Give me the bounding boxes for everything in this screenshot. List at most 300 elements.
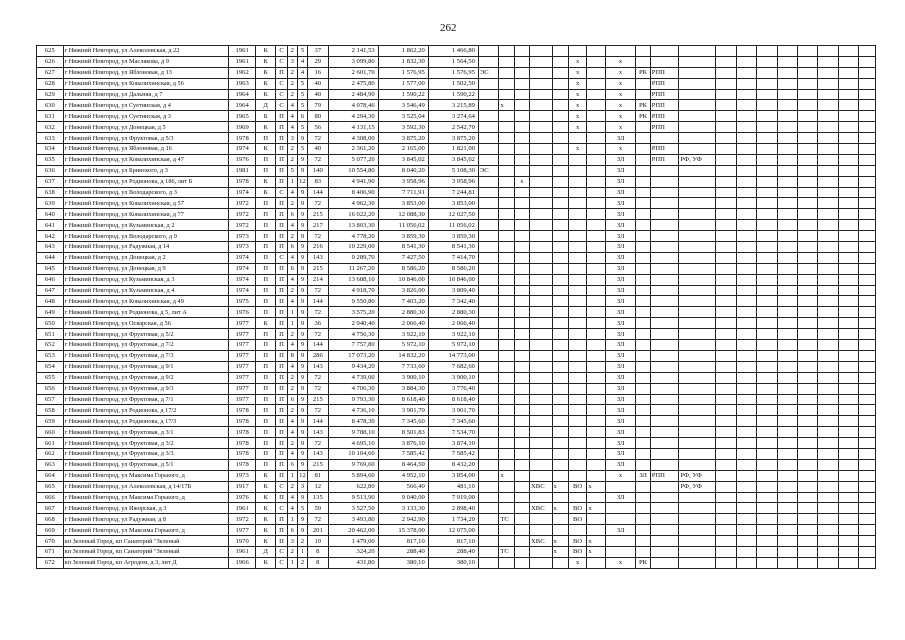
table-cell: 3 875,20 [428, 133, 478, 144]
table-cell [859, 187, 876, 198]
table-cell: 5 [297, 46, 307, 57]
table-cell: 29 [308, 56, 328, 67]
table-row [37, 514, 876, 525]
table-cell [777, 525, 797, 536]
table-cell [568, 525, 586, 536]
table-cell: С [276, 546, 287, 557]
table-cell [499, 481, 514, 492]
table-cell [777, 220, 797, 231]
table-cell [650, 285, 679, 296]
table-cell [605, 514, 636, 525]
table-cell [478, 89, 498, 100]
table-cell [859, 470, 876, 481]
row-number-cell: 669 [37, 525, 64, 536]
table-cell [757, 427, 777, 438]
table-cell: 5 972,10 [378, 340, 428, 351]
table-cell: 9 [297, 242, 307, 253]
table-cell [478, 470, 498, 481]
address-cell: г Нижний Новгород, ул Володарского, д 9 [63, 231, 229, 242]
table-cell: К [255, 536, 275, 547]
table-cell [818, 416, 838, 427]
address-cell: кп Зеленый Город, кп Санаторий "Зеленый [63, 546, 229, 557]
address-cell: г Нижний Новгород, ул Алексеевская, д 22 [63, 46, 229, 57]
table-cell [552, 56, 568, 67]
table-cell [605, 536, 636, 547]
table-cell: 2 601,70 [328, 67, 378, 78]
table-cell [838, 133, 858, 144]
table-cell [716, 46, 736, 57]
table-cell [736, 340, 756, 351]
table-cell [636, 525, 650, 536]
table-cell [587, 231, 605, 242]
table-cell [716, 459, 736, 470]
table-cell [716, 340, 736, 351]
table-cell [478, 448, 498, 459]
table-cell [650, 187, 679, 198]
table-cell [587, 361, 605, 372]
table-cell [568, 383, 586, 394]
table-cell: 4 [287, 492, 297, 503]
table-cell: 17 073,20 [328, 350, 378, 361]
table-cell [798, 492, 818, 503]
address-cell: г Нижний Новгород, ул Ковалихинская, д 77 [63, 209, 229, 220]
table-cell: 1 [287, 176, 297, 187]
table-cell [818, 470, 838, 481]
table-cell: х [568, 144, 586, 155]
table-cell: Б [255, 111, 275, 122]
table-cell [499, 285, 514, 296]
table-cell [530, 100, 553, 111]
table-cell [530, 46, 553, 57]
table-cell [514, 350, 529, 361]
table-cell: 8 618,40 [378, 394, 428, 405]
table-cell [636, 144, 650, 155]
table-cell [757, 56, 777, 67]
table-cell [757, 329, 777, 340]
table-cell [530, 252, 553, 263]
table-cell [636, 252, 650, 263]
table-cell [777, 427, 797, 438]
table-cell [859, 111, 876, 122]
table-cell: 1 479,00 [328, 536, 378, 547]
table-cell [650, 492, 679, 503]
address-cell: кп Зеленый Город, кп Агродом, д 3, лит Д [63, 557, 229, 568]
table-cell [818, 427, 838, 438]
table-cell [716, 546, 736, 557]
table-cell [859, 46, 876, 57]
table-cell: П [276, 361, 287, 372]
table-cell [798, 514, 818, 525]
table-cell: 1961 [229, 546, 256, 557]
table-row [37, 438, 876, 449]
table-cell [679, 133, 716, 144]
table-cell [514, 56, 529, 67]
table-cell [798, 176, 818, 187]
table-cell: 1961 [229, 56, 256, 67]
table-cell [757, 285, 777, 296]
table-cell [587, 307, 605, 318]
table-cell [530, 285, 553, 296]
table-cell [636, 416, 650, 427]
table-cell [636, 448, 650, 459]
table-cell [736, 557, 756, 568]
table-cell [757, 144, 777, 155]
table-cell [777, 296, 797, 307]
table-cell: 2 [287, 89, 297, 100]
table-cell: 10 104,60 [328, 448, 378, 459]
table-cell [838, 318, 858, 329]
table-cell [605, 481, 636, 492]
table-cell [798, 470, 818, 481]
row-number-cell: 660 [37, 427, 64, 438]
table-cell [552, 209, 568, 220]
table-cell [838, 144, 858, 155]
table-cell: х [605, 89, 636, 100]
table-cell [736, 459, 756, 470]
table-cell [552, 557, 568, 568]
table-row [37, 176, 876, 187]
table-cell: 201 [308, 525, 328, 536]
table-cell [838, 394, 858, 405]
table-cell [530, 67, 553, 78]
table-cell [777, 89, 797, 100]
table-cell [798, 318, 818, 329]
table-cell [650, 525, 679, 536]
table-cell [798, 448, 818, 459]
table-cell [818, 78, 838, 89]
table-cell: П [276, 459, 287, 470]
table-cell [838, 122, 858, 133]
table-cell: ЗЛ [605, 405, 636, 416]
table-cell: 1965 [229, 111, 256, 122]
table-cell: ЗЛ [605, 165, 636, 176]
table-cell [798, 209, 818, 220]
table-cell: 16 022,20 [328, 209, 378, 220]
table-cell: 4 [287, 503, 297, 514]
table-cell [568, 394, 586, 405]
table-cell: 7 733,60 [378, 361, 428, 372]
table-cell: П [255, 383, 275, 394]
table-cell [818, 481, 838, 492]
table-cell [777, 263, 797, 274]
table-row [37, 100, 876, 111]
table-cell [679, 372, 716, 383]
address-cell: г Нижний Новгород, ул Максима Горького, д [63, 470, 229, 481]
table-cell: 1974 [229, 285, 256, 296]
table-cell [530, 492, 553, 503]
table-cell [838, 56, 858, 67]
table-cell [838, 383, 858, 394]
table-cell [838, 220, 858, 231]
table-cell: 79 [308, 100, 328, 111]
table-cell: 1 862,20 [378, 46, 428, 57]
table-cell [530, 154, 553, 165]
address-cell: г Нижний Новгород, ул Осварская, д 56 [63, 318, 229, 329]
row-number-cell: 631 [37, 111, 64, 122]
table-cell [757, 361, 777, 372]
table-cell [818, 296, 838, 307]
table-cell: 9 769,60 [328, 459, 378, 470]
table-cell: 14 832,20 [378, 350, 428, 361]
table-cell [499, 448, 514, 459]
table-cell [757, 383, 777, 394]
table-cell [514, 318, 529, 329]
table-cell: 1 466,80 [428, 46, 478, 57]
table-cell [859, 448, 876, 459]
table-cell [587, 492, 605, 503]
table-cell [514, 100, 529, 111]
table-cell: 11 267,20 [328, 263, 378, 274]
table-cell: 6 [297, 111, 307, 122]
table-cell: 4 736,10 [328, 405, 378, 416]
table-cell: 8 586,20 [378, 263, 428, 274]
table-cell [798, 198, 818, 209]
table-cell [859, 100, 876, 111]
table-cell [552, 350, 568, 361]
table-cell: 2 880,30 [428, 307, 478, 318]
table-row [37, 405, 876, 416]
table-cell [587, 187, 605, 198]
table-cell: 1 734,20 [428, 514, 478, 525]
table-cell [514, 46, 529, 57]
table-cell [859, 220, 876, 231]
table-cell: 16 [308, 67, 328, 78]
table-cell: 9 [297, 274, 307, 285]
address-cell: г Нижний Новгород, ул Кузьминская, д 4 [63, 285, 229, 296]
table-cell [716, 503, 736, 514]
table-cell [838, 350, 858, 361]
table-cell [777, 536, 797, 547]
table-cell [716, 67, 736, 78]
table-cell [514, 329, 529, 340]
table-cell [650, 394, 679, 405]
table-cell [587, 111, 605, 122]
table-cell [530, 350, 553, 361]
table-cell: 431,80 [328, 557, 378, 568]
table-cell [716, 242, 736, 253]
table-cell [859, 394, 876, 405]
table-cell: ЗЛ [605, 416, 636, 427]
table-cell: П [276, 274, 287, 285]
table-cell [552, 187, 568, 198]
table-cell: С [276, 46, 287, 57]
table-cell: 1978 [229, 427, 256, 438]
table-cell [478, 383, 498, 394]
table-cell: 7 757,80 [328, 340, 378, 351]
table-cell [499, 372, 514, 383]
table-cell [478, 340, 498, 351]
table-cell [530, 329, 553, 340]
table-cell: 1973 [229, 470, 256, 481]
table-cell [818, 252, 838, 263]
table-cell [757, 198, 777, 209]
table-cell [605, 503, 636, 514]
row-number-cell: 627 [37, 67, 64, 78]
table-cell [478, 307, 498, 318]
table-cell: 3 876,10 [378, 438, 428, 449]
table-cell [636, 536, 650, 547]
table-cell [798, 296, 818, 307]
table-cell [499, 536, 514, 547]
table-cell: 9 [297, 329, 307, 340]
table-cell: П [255, 285, 275, 296]
table-cell [798, 372, 818, 383]
table-cell [552, 307, 568, 318]
table-cell [859, 481, 876, 492]
table-cell: 215 [308, 459, 328, 470]
table-cell [552, 427, 568, 438]
table-cell [736, 252, 756, 263]
row-number-cell: 641 [37, 220, 64, 231]
table-cell [552, 144, 568, 155]
address-cell: г Нижний Новгород, ул Фруктовая, д 7/3 [63, 350, 229, 361]
table-cell [514, 481, 529, 492]
table-cell: П [255, 198, 275, 209]
table-cell [777, 46, 797, 57]
table-cell [499, 492, 514, 503]
table-cell [777, 122, 797, 133]
table-cell: х [499, 470, 514, 481]
table-cell [838, 285, 858, 296]
table-cell [587, 263, 605, 274]
table-cell [587, 78, 605, 89]
table-cell [736, 416, 756, 427]
table-cell [838, 459, 858, 470]
table-cell [736, 231, 756, 242]
table-cell: 4 778,20 [328, 231, 378, 242]
table-cell: П [255, 242, 275, 253]
table-cell: К [255, 144, 275, 155]
table-cell [636, 187, 650, 198]
table-cell [587, 285, 605, 296]
table-cell [838, 274, 858, 285]
table-cell [716, 307, 736, 318]
table-cell [859, 176, 876, 187]
table-cell [736, 492, 756, 503]
table-cell [514, 252, 529, 263]
table-cell: 3 874,10 [428, 438, 478, 449]
table-cell [716, 285, 736, 296]
table-cell [757, 263, 777, 274]
table-cell [478, 100, 498, 111]
table-cell [650, 448, 679, 459]
table-cell: 4 [287, 448, 297, 459]
table-cell [736, 144, 756, 155]
table-cell [587, 514, 605, 525]
table-cell [530, 514, 553, 525]
table-cell [650, 536, 679, 547]
table-cell [757, 503, 777, 514]
table-cell: 3 853,00 [428, 198, 478, 209]
table-cell [736, 285, 756, 296]
table-cell [552, 340, 568, 351]
table-cell: РПП [650, 89, 679, 100]
table-cell: 6 [287, 209, 297, 220]
table-cell: 2 [287, 546, 297, 557]
table-cell: 72 [308, 307, 328, 318]
table-cell [650, 231, 679, 242]
table-cell [478, 546, 498, 557]
table-cell [859, 252, 876, 263]
table-cell [859, 350, 876, 361]
table-cell [777, 176, 797, 187]
table-cell [530, 220, 553, 231]
table-cell [514, 470, 529, 481]
table-cell: П [255, 231, 275, 242]
table-cell [679, 405, 716, 416]
table-cell: 3 900,10 [428, 372, 478, 383]
table-cell [818, 394, 838, 405]
table-cell [838, 405, 858, 416]
table-cell [478, 198, 498, 209]
table-cell [736, 133, 756, 144]
table-cell [499, 242, 514, 253]
table-cell [838, 525, 858, 536]
table-cell: 144 [308, 340, 328, 351]
table-cell [499, 438, 514, 449]
table-cell: 288,40 [428, 546, 478, 557]
table-cell [552, 133, 568, 144]
table-cell: 2 942,90 [378, 514, 428, 525]
table-cell [818, 242, 838, 253]
table-row [37, 383, 876, 394]
row-number-cell: 635 [37, 154, 64, 165]
table-cell [568, 133, 586, 144]
table-cell [736, 503, 756, 514]
table-cell [716, 165, 736, 176]
table-cell: 72 [308, 329, 328, 340]
table-cell: ЗЛ [605, 252, 636, 263]
table-cell [552, 416, 568, 427]
table-cell [552, 263, 568, 274]
table-cell [499, 405, 514, 416]
table-cell: 8 [308, 557, 328, 568]
table-cell [679, 448, 716, 459]
table-cell: 37 [308, 46, 328, 57]
table-cell: ЗЛ [605, 231, 636, 242]
table-cell: 80 [308, 111, 328, 122]
table-cell: 1 832,30 [378, 56, 428, 67]
table-cell [838, 67, 858, 78]
table-cell [777, 350, 797, 361]
table-cell [499, 350, 514, 361]
address-cell: г Нижний Новгород, ул Донецкая, д 5 [63, 122, 229, 133]
table-cell: 1976 [229, 154, 256, 165]
table-cell [530, 557, 553, 568]
table-cell [636, 274, 650, 285]
table-cell [818, 459, 838, 470]
table-cell [530, 198, 553, 209]
table-cell: 1 [297, 546, 307, 557]
table-cell [838, 209, 858, 220]
table-cell: П [276, 122, 287, 133]
table-cell [650, 318, 679, 329]
table-cell [478, 122, 498, 133]
table-cell [736, 361, 756, 372]
address-cell: г Нижний Новгород, ул Кузьминская, д 2 [63, 220, 229, 231]
table-cell [636, 46, 650, 57]
table-cell [798, 438, 818, 449]
table-cell [757, 557, 777, 568]
table-cell [636, 329, 650, 340]
table-cell: ЗЛ [605, 525, 636, 536]
table-cell [859, 329, 876, 340]
table-cell [838, 557, 858, 568]
table-cell [838, 492, 858, 503]
table-cell: 1976 [229, 307, 256, 318]
row-number-cell: 634 [37, 144, 64, 155]
address-cell: г Нижний Новгород, ул Яблоновая, д 16 [63, 144, 229, 155]
